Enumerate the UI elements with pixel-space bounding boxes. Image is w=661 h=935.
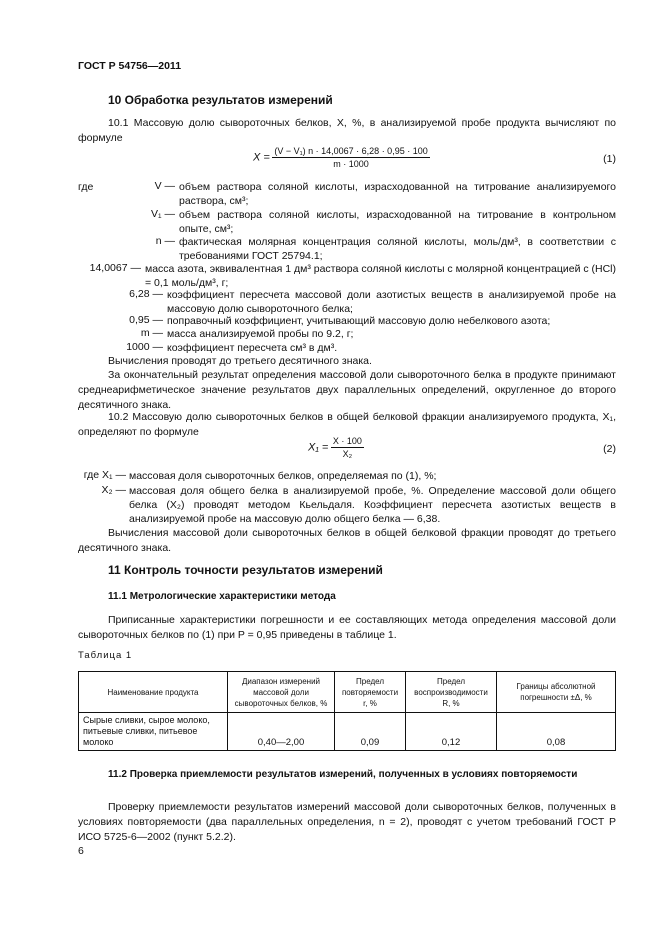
para-10-2: 10.2 Массовую долю сывороточных белков в общей белковой фракции анализируемого продукта, X₁, определяют по формуле [78,411,616,438]
para-fraction-decimals: Вычисления массовой доли сывороточных белков в общей белковой фракции проводят до третьего десятичного знака. [78,527,616,554]
formula-2-lhs: X₁ = [308,441,329,454]
var-m-symbol: m — [140,327,163,339]
var-X2-symbol: X₂ — [101,484,126,496]
formula-2-numerator: X · 100 [332,436,362,446]
doc-header: ГОСТ Р 54756—2011 [78,60,182,72]
section-10-title: 10 Обработка результатов измерений [108,93,333,107]
td-reproducibility: 0,12 [406,713,497,751]
subsection-11-1: 11.1 Метрологические характеристики метода [108,591,336,602]
formula-2-number: (2) [603,443,616,455]
var-1000-text: коэффициент пересчета см³ в дм³. [167,342,338,354]
var-V-text: объем раствора соляной кислоты, израсходованной на титрование анализируемого раствора, см³; [179,181,616,207]
var-n-symbol: n — [155,235,175,247]
var-628-text: коэффициент пересчета массовой доли азотистых веществ в анализируемой пробе на массовую долю сывороточного белка; [167,289,616,315]
formula-2-denominator: X₂ [342,449,353,459]
th-range: Диапазон измерений массовой доли сывороточных белков, % [228,672,335,713]
table-1 [78,671,616,751]
var-m-text: масса анализируемой пробы по 9.2, г; [167,328,354,340]
var-V1-text: объем раствора соляной кислоты, израсходованной на титрование в контрольном опыте, см³; [179,209,616,235]
var-V1-symbol: V₁ — [151,208,175,220]
td-error: 0,08 [497,713,616,751]
formula-2-fraction [331,436,364,459]
where-label: где [78,181,94,193]
var-14-symbol: 14,0067 — [89,262,141,274]
var-X1-text: массовая доля сывороточных белков, определяемая по (1), %; [129,470,437,482]
formula-1-numerator: (V − V₁) n · 14,0067 · 6,28 · 0,95 · 100 [274,146,428,156]
para-11-1: Приписанные характеристики погрешности и ее составляющих метода определения массовой доли сывороточных белков по (1) при P = 0,95 приведены в таблице 1. [78,614,616,641]
var-1000-symbol: 1000 — [126,341,163,353]
td-range: 0,40—2,00 [228,713,335,751]
para-final-result: За окончательный результат определения массовой доли сывороточного белка в продукте принимают среднеарифметическое значение результатов двух параллельных определений, округленное до второго десятичного знака. [78,369,616,411]
formula-1-lhs: X = [253,151,270,164]
formula-1-fraction [272,146,429,169]
var-V-symbol: V — [154,180,175,192]
formula-2 [308,436,364,459]
var-n-text: фактическая молярная концентрация соляной кислоты, моль/дм³, в соответствии с требованиями ГОСТ 25794.1; [179,236,616,262]
formula-1 [253,146,430,169]
table-caption: Таблица 1 [78,650,133,661]
th-product: Наименование продукта [79,672,228,713]
var-X1-symbol: где X₁ — [83,469,126,481]
var-095-text: поправочный коэффициент, учитывающий массовую долю небелкового азота; [167,315,551,327]
formula-1-denominator: m · 1000 [333,159,369,169]
th-repeatability: Предел повторяемости r, % [335,672,406,713]
var-095-symbol: 0,95 — [129,314,163,326]
para-10-1: 10.1 Массовую долю сывороточных белков, X, %, в анализируемой пробе продукта вычисляют по формуле [78,117,616,144]
var-14-text: масса азота, эквивалентная 1 дм³ раствора соляной кислоты с молярной концентрацией с (HCl) = 0,1 моль/дм³, г; [145,263,617,289]
var-X2-text: массовая доля общего белка в анализируемой пробе, %. Определение массовой доли общего белка (X₂) проводят методом Кьельдаля. Коэффициент пересчета азотистых веществ в анализируемой пробе на массовую долю общего белка — 6,38. [129,485,616,525]
th-error: Границы абсолютной погрешности ±Δ, % [497,672,616,713]
var-628-symbol: 6,28 — [129,288,163,300]
para-decimals: Вычисления проводят до третьего десятичного знака. [108,355,372,367]
section-11-title: 11 Контроль точности результатов измерений [108,563,383,577]
formula-1-number: (1) [603,153,616,165]
table-header-row [79,672,616,713]
subsection-11-2: 11.2 Проверка приемлемости результатов измерений, полученных в условиях повторяемости [108,769,578,780]
table-row [79,713,616,751]
page-number: 6 [78,845,84,857]
para-11-2: Проверку приемлемости результатов измерений массовой доли сывороточных белков, полученных в условиях повторяемости (два параллельных определения, n = 2), проводят с учетом требований ГОСТ Р ИСО 5725-6—2002 (пункт 5.2.2). [78,801,616,843]
th-reproducibility: Предел воспроизводимости R, % [406,672,497,713]
td-repeatability: 0,09 [335,713,406,751]
td-product: Сырые сливки, сырое молоко, питьевые сливки, питьевое молоко [79,713,228,751]
